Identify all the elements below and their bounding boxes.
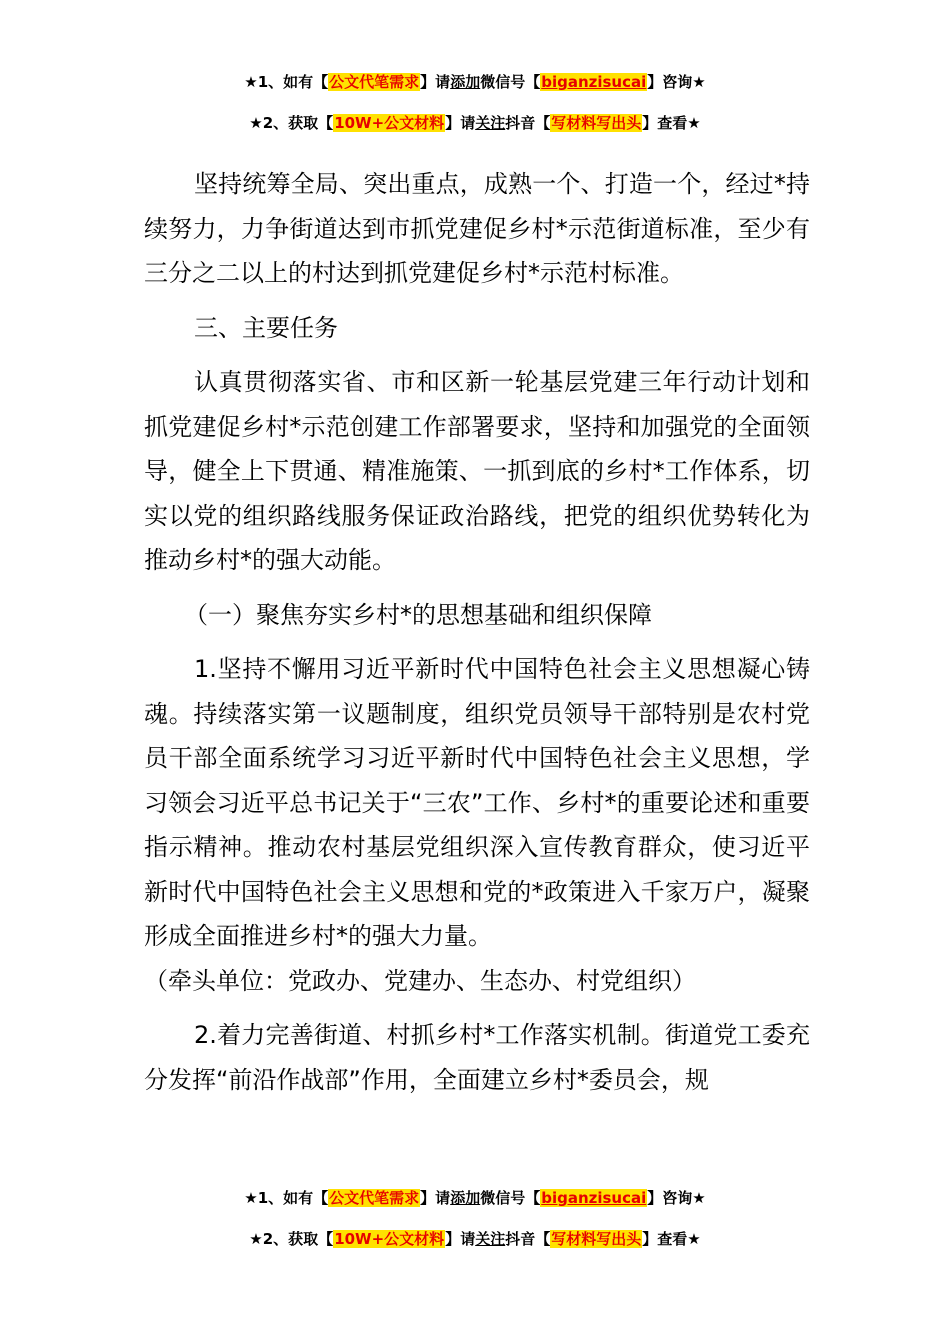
bottom-banner-line-1: ★1、如有【公文代笔需求】请添加微信号【biganzisucai】咨询★ [244,1189,706,1207]
highlight-wechat-id: biganzisucai [541,1189,647,1207]
document-body [144,162,810,1102]
paragraph-goal: 坚持统筹全局、突出重点，成熟一个、打造一个，经过*持续努力，力争街道达到市抓党建促乡村*示范街道标准，至少有三分之二以上的村达到抓党建促乡村*示范村标准。 [144,170,810,287]
highlight-wechat-id: biganzisucai [541,73,647,91]
paragraph-item-2: 2.着力完善街道、村抓乡村*工作落实机制。街道党工委充分发挥“前沿作战部”作用，全面建立乡村*委员会，规 [144,1021,810,1094]
paragraph-main-tasks: 认真贯彻落实省、市和区新一轮基层党建三年行动计划和抓党建促乡村*示范创建工作部署要求，坚持和加强党的全面领导，健全上下贯通、精准施策、一抓到底的乡村*工作体系，切实以党的组织路线服务保证政治路线，把党的组织优势转化为推动乡村*的强大动能。 [144,368,810,574]
highlight-writing-service: 公文代笔需求 [329,1189,420,1207]
paragraph-item-1-lead-units: （牵头单位：党政办、党建办、生态办、村党组织） [144,966,696,995]
highlight-materials: 10W+公文材料 [334,1230,445,1248]
bottom-banner-line-2: ★2、获取【10W+公文材料】请关注抖音【写材料写出头】查看★ [249,1230,701,1248]
highlight-materials: 10W+公文材料 [334,114,445,132]
subheading-1: （一）聚焦夯实乡村*的思想基础和组织保障 [184,600,652,629]
section-heading-main-tasks: 三、主要任务 [194,313,338,342]
highlight-writing-service: 公文代笔需求 [329,73,420,91]
highlight-douyin-account: 写材料写出头 [551,114,642,132]
top-banner-line-2: ★2、获取【10W+公文材料】请关注抖音【写材料写出头】查看★ [249,114,701,132]
highlight-douyin-account: 写材料写出头 [551,1230,642,1248]
paragraph-item-1: 1.坚持不懈用习近平新时代中国特色社会主义思想凝心铸魂。持续落实第一议题制度，组织党员领导干部特别是农村党员干部全面系统学习习近平新时代中国特色社会主义思想，学习领会习近平总书记关于“三农”工作、乡村*的重要论述和重要指示精神。推动农村基层党组织深入宣传教育群众，使习近平新时代中国特色社会主义思想和党的*政策进入千家万户，凝聚形成全面推进乡村*的强大力量。 [144,655,810,950]
top-banner-line-1: ★1、如有【公文代笔需求】请添加微信号【biganzisucai】咨询★ [244,73,706,91]
